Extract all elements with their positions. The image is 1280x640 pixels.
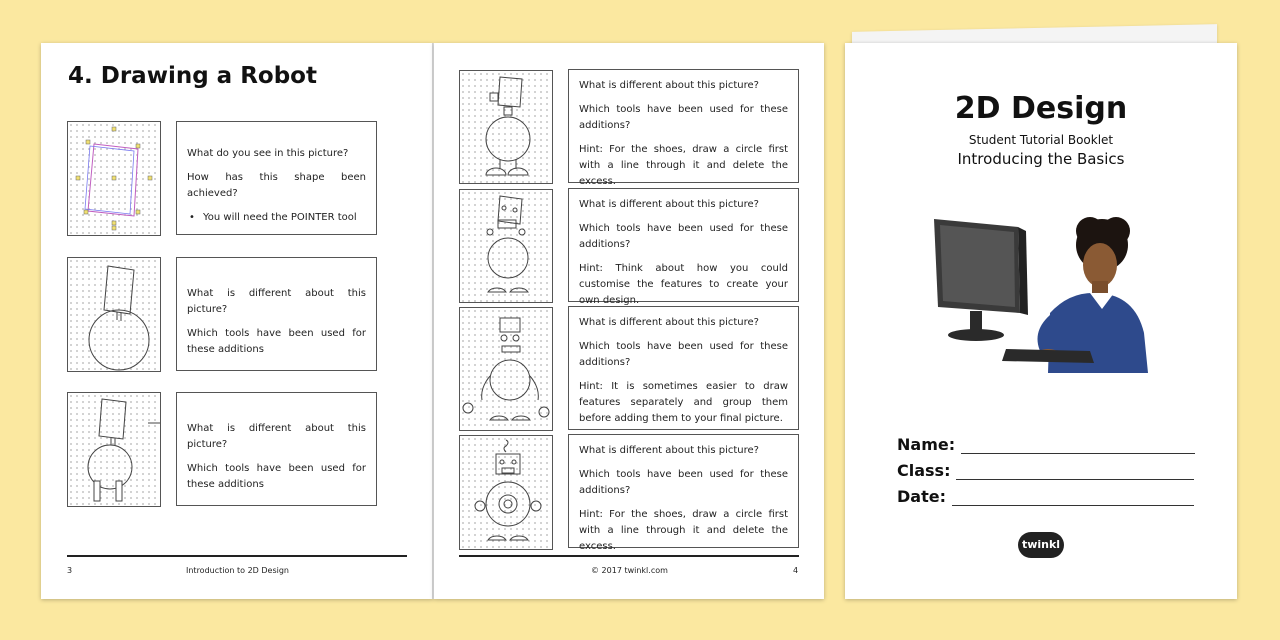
page-title: 4. Drawing a Robot [68,63,317,89]
date-field[interactable] [897,480,1195,506]
robot-step-image-3 [67,392,161,507]
question-text: What do you see in this picture? [187,148,349,159]
question-text: Which tools have been used for these additions? [579,469,788,496]
question-text: What is different about this picture? [579,317,759,328]
date-line[interactable] [952,489,1194,506]
rotated-rectangle-drawing [68,122,160,235]
robot-shoes-drawing [460,71,552,183]
booklet-page-4 [434,43,824,599]
question-box-4 [568,69,799,187]
question-box-1 [176,121,377,235]
hint-text: Hint: For the shoes, draw a circle first with a line through it and delete the excess. [579,509,788,552]
hint-text: Hint: For the shoes, draw a circle first with a line through it and delete the excess. [579,144,788,187]
robot-arms-drawing [460,308,552,430]
question-text: What is different about this picture? [579,445,759,456]
footer-rule [67,555,407,557]
robot-final-drawing [460,436,552,549]
question-box-2 [176,257,377,371]
student-at-computer-illustration [930,203,1155,388]
robot-step-image-7 [459,435,553,550]
question-box-3 [176,392,377,506]
footer-rule [459,555,799,557]
question-text: Which tools have been used for these additions? [579,104,788,131]
question-text: How has this shape been achieved? [187,172,366,199]
footer-title: Introduction to 2D Design [186,566,289,575]
twinkl-logo: twinkl [1018,532,1064,558]
question-text: What is different about this picture? [579,199,759,210]
class-label: Class: [897,461,951,480]
date-label: Date: [897,487,946,506]
cover-title: 2D Design [954,91,1128,126]
page-number: 4 [793,566,799,575]
question-text: What is different about this picture? [187,288,366,315]
question-text: Which tools have been used for these additions? [579,223,788,250]
student-info-fields [897,428,1195,506]
robot-body-drawing [68,258,160,371]
page-number: 3 [67,566,73,575]
cover-subtitle: Student Tutorial Booklet [968,133,1114,147]
name-field[interactable] [897,428,1195,454]
robot-face-drawing [460,190,552,302]
tool-hint-bullet: • You will need the POINTER tool [187,210,366,226]
question-box-6 [568,306,799,430]
hint-text: Hint: Think about how you could customise the features to create your own design. [579,263,788,306]
question-text: Which tools have been used for these additions? [579,341,788,368]
question-text: What is different about this picture? [187,423,366,450]
robot-step-image-1 [67,121,161,236]
class-line[interactable] [956,463,1194,480]
name-label: Name: [897,435,956,454]
question-text: Which tools have been used for these additions [187,328,366,355]
booklet-page-3 [41,43,433,599]
question-text: What is different about this picture? [579,80,759,91]
robot-step-image-4 [459,70,553,184]
question-box-7 [568,434,799,552]
hint-text: Hint: It is sometimes easier to draw features separately and group them before adding them to your final picture. [579,381,788,424]
robot-step-image-2 [67,257,161,372]
name-line[interactable] [961,437,1195,454]
copyright-text: © 2017 twinkl.com [591,566,668,575]
class-field[interactable] [897,454,1195,480]
robot-step-image-5 [459,189,553,303]
cover-subtitle-2: Introducing the Basics [957,150,1125,168]
robot-step-image-6 [459,307,553,431]
booklet-cover [845,43,1237,599]
question-box-5 [568,188,799,306]
robot-legs-drawing [68,393,160,506]
question-text: Which tools have been used for these additions [187,463,366,490]
